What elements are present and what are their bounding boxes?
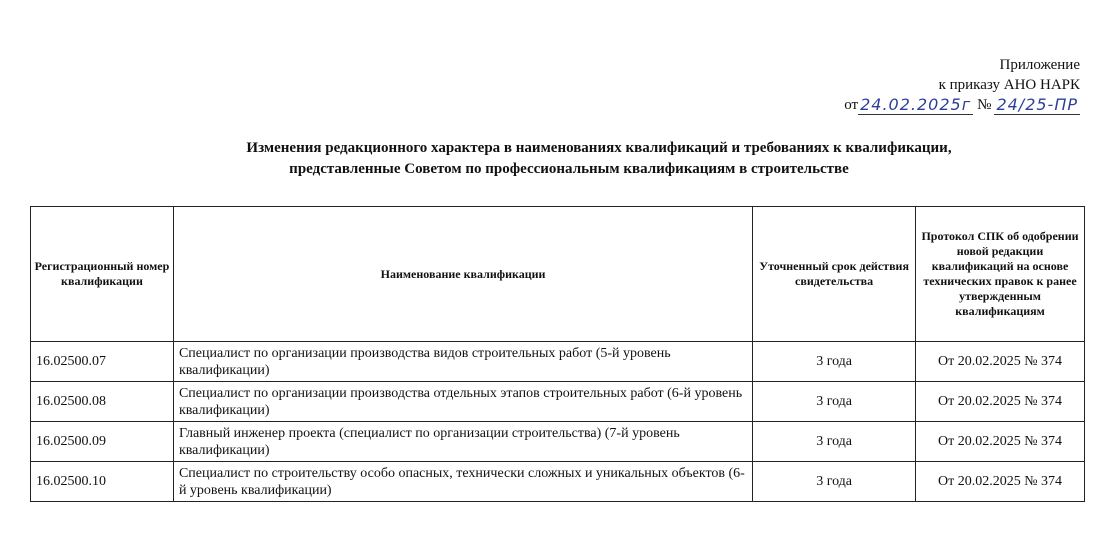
document-title [0,138,1118,180]
cell-protocol: От 20.02.2025 № 374 [916,462,1085,502]
cell-reg-number: 16.02500.07 [31,342,174,382]
cell-qualification-name: Специалист по строительству особо опасных, технически сложных и уникальных объектов (6-й уровень квалификации) [173,462,752,502]
table-row [31,342,1085,382]
header-protocol: Протокол СПК об одобрении новой редакции квалификаций на основе технических правок к ранее утвержденным квалификациям [916,207,1085,342]
cell-reg-number: 16.02500.09 [31,422,174,462]
appendix-block [844,55,1080,115]
cell-reg-number: 16.02500.08 [31,382,174,422]
cell-reg-number: 16.02500.10 [31,462,174,502]
cell-term: 3 года [753,462,916,502]
order-date-number-line [844,95,1080,115]
cell-term: 3 года [753,422,916,462]
cell-qualification-name: Главный инженер проекта (специалист по организации строительства) (7-й уровень квалификации) [173,422,752,462]
table-row [31,382,1085,422]
number-prefix: № [977,97,992,113]
table-row [31,462,1085,502]
appendix-order-ref: к приказу АНО НАРК [938,77,1080,93]
cell-term: 3 года [753,342,916,382]
cell-qualification-name: Специалист по организации производства видов строительных работ (5-й уровень квалификации) [173,342,752,382]
handwritten-order-number: 24/25-ПР [996,95,1078,114]
header-qualification-name: Наименование квалификации [173,207,752,342]
table-row [31,422,1085,462]
header-reg-number: Регистрационный номер квалификации [31,207,174,342]
qualifications-table [30,206,1085,502]
appendix-label: Приложение [999,57,1080,73]
cell-protocol: От 20.02.2025 № 374 [916,342,1085,382]
handwritten-date: 24.02.2025г [860,95,972,114]
cell-protocol: От 20.02.2025 № 374 [916,422,1085,462]
date-prefix: от [844,97,859,113]
header-certificate-term: Уточненный срок действия свидетельства [753,207,916,342]
cell-term: 3 года [753,382,916,422]
title-line-1: Изменения редакционного характера в наименованиях квалификаций и требованиях к квалификации, [246,140,952,156]
cell-qualification-name: Специалист по организации производства отдельных этапов строительных работ (6-й уровень квалификации) [173,382,752,422]
table-header-row [31,207,1085,342]
cell-protocol: От 20.02.2025 № 374 [916,382,1085,422]
title-line-2: представленные Советом по профессиональным квалификациям в строительстве [289,161,849,177]
